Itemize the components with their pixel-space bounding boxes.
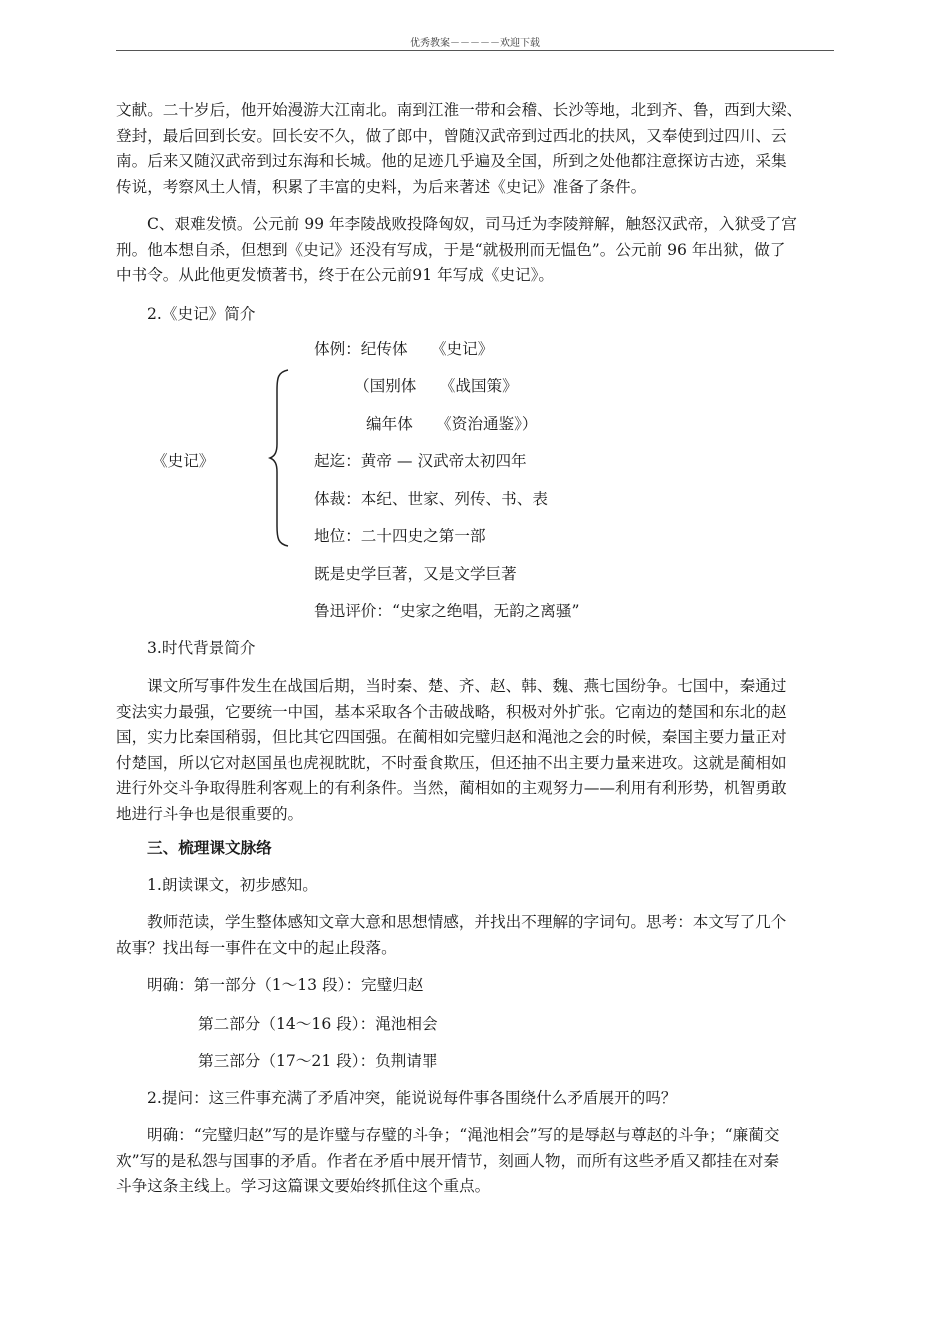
page-header: 优秀教案－－－－－欢迎下载 xyxy=(410,38,540,49)
header-rule xyxy=(116,50,834,51)
section-3-title: 3.时代背景简介 xyxy=(147,639,256,657)
diagram-item-format: 体例：纪传体 《史记》 xyxy=(314,340,494,358)
text-line: 付楚国，所以它对赵国虽也虎视眈眈，不时蚕食欺压，但还抽不出主要力量来进攻。这就是蔺相如 xyxy=(116,753,787,772)
text-line: 进行外交斗争取得胜利客观上的有利条件。当然，蔺相如的主观努力——利用有利形势，机智勇敢 xyxy=(116,779,787,797)
text-line: 中书令。从此他更发愤著书，终于在公元前91 年写成《史记》。 xyxy=(116,266,555,284)
text-line: 课文所写事件发生在战国后期，当时秦、楚、齐、赵、韩、魏、燕七国纷争。七国中，秦通过 xyxy=(147,677,787,695)
step-1-title: 1.朗读课文，初步感知。 xyxy=(147,876,318,894)
answer-1-line-1: 明确：第一部分（1～13 段）：完璧归赵 xyxy=(147,976,424,994)
paragraph-teacher xyxy=(116,910,838,961)
text-line: 地进行斗争也是很重要的。 xyxy=(116,804,304,823)
paragraph-c xyxy=(116,212,838,289)
diagram-root: 《史记》 xyxy=(152,452,215,470)
text-line: 故事？找出每一事件在文中的起止段落。 xyxy=(116,938,397,957)
diagram-item-genre: 体裁：本纪、世家、列传、书、表 xyxy=(314,490,548,508)
text-line: C、艰难发愤。公元前 99 年李陵战败投降匈奴，司马迁为李陵辩解，触怒汉武帝，入狱受了宫 xyxy=(147,215,797,233)
brace-icon xyxy=(268,368,292,548)
diagram-item-luxun: 鲁迅评价：“史家之绝唱，无韵之离骚” xyxy=(314,602,580,620)
diagram-item-span: 起迄：黄帝 — 汉武帝太初四年 xyxy=(314,452,527,470)
section-2-title: 2.《史记》简介 xyxy=(147,305,256,323)
text-line: 文献。二十岁后，他开始漫游大江南北。南到江淮一带和会稽、长沙等地，北到齐、鲁，西到大梁、 xyxy=(116,101,803,119)
diagram-item-biannian: 编年体 《资治通鉴》） xyxy=(366,415,538,433)
text-line: 国，实力比秦国稍弱，但比其它四国强。在蔺相如完璧归赵和渑池之会的时候，秦国主要力量正对 xyxy=(116,728,787,746)
text-line: 斗争这条主线上。学习这篇课文要始终抓住这个重点。 xyxy=(116,1177,491,1195)
text-line: 教师范读，学生整体感知文章大意和思想情感，并找出不理解的字词句。思考：本文写了几个 xyxy=(147,913,787,931)
diagram-item-masterpiece: 既是史学巨著，又是文学巨著 xyxy=(314,565,517,583)
paragraph-travels xyxy=(116,98,838,200)
step-2-title: 2.提问：这三件事充满了矛盾冲突，能说说每件事各围绕什么矛盾展开的吗？ xyxy=(147,1089,677,1107)
text-line: 刑。他本想自杀，但想到《史记》还没有写成，于是“就极刑而无愠色”。公元前 96 年出狱，做了 xyxy=(116,240,786,259)
text-line: 明确：“完璧归赵”写的是诈璧与存璧的斗争；“渑池相会”写的是辱赵与尊赵的斗争；“廉蔺交 xyxy=(147,1126,780,1144)
text-line: 传说，考察风土人情，积累了丰富的史料，为后来著述《史记》准备了条件。 xyxy=(116,177,647,196)
diagram-item-guobie: （国别体 《战国策》 xyxy=(354,377,518,395)
text-line: 变法实力最强，它要统一中国，基本采取各个击破战略，积极对外扩张。它南边的楚国和东北的赵 xyxy=(116,702,787,721)
answer-1-line-3: 第三部分（17～21 段）：负荆请罪 xyxy=(198,1052,438,1070)
paragraph-background xyxy=(116,674,838,827)
text-line: 登封，最后回到长安。回长安不久，做了郎中，曾随汉武帝到过西北的扶风，又奉使到过四川、云 xyxy=(116,126,787,145)
text-line: 欢”写的是私怨与国事的矛盾。作者在矛盾中展开情节，刻画人物，而所有这些矛盾又都挂在对秦 xyxy=(116,1151,779,1170)
heading-3: 三、梳理课文脉络 xyxy=(147,838,272,857)
diagram-item-status: 地位：二十四史之第一部 xyxy=(314,527,486,545)
paragraph-answer-2 xyxy=(116,1123,838,1200)
text-line: 南。后来又随汉武帝到过东海和长城。他的足迹几乎遍及全国，所到之处他都注意探访古迹，采集 xyxy=(116,152,787,170)
answer-1-line-2: 第二部分（14～16 段）：渑池相会 xyxy=(198,1015,438,1033)
